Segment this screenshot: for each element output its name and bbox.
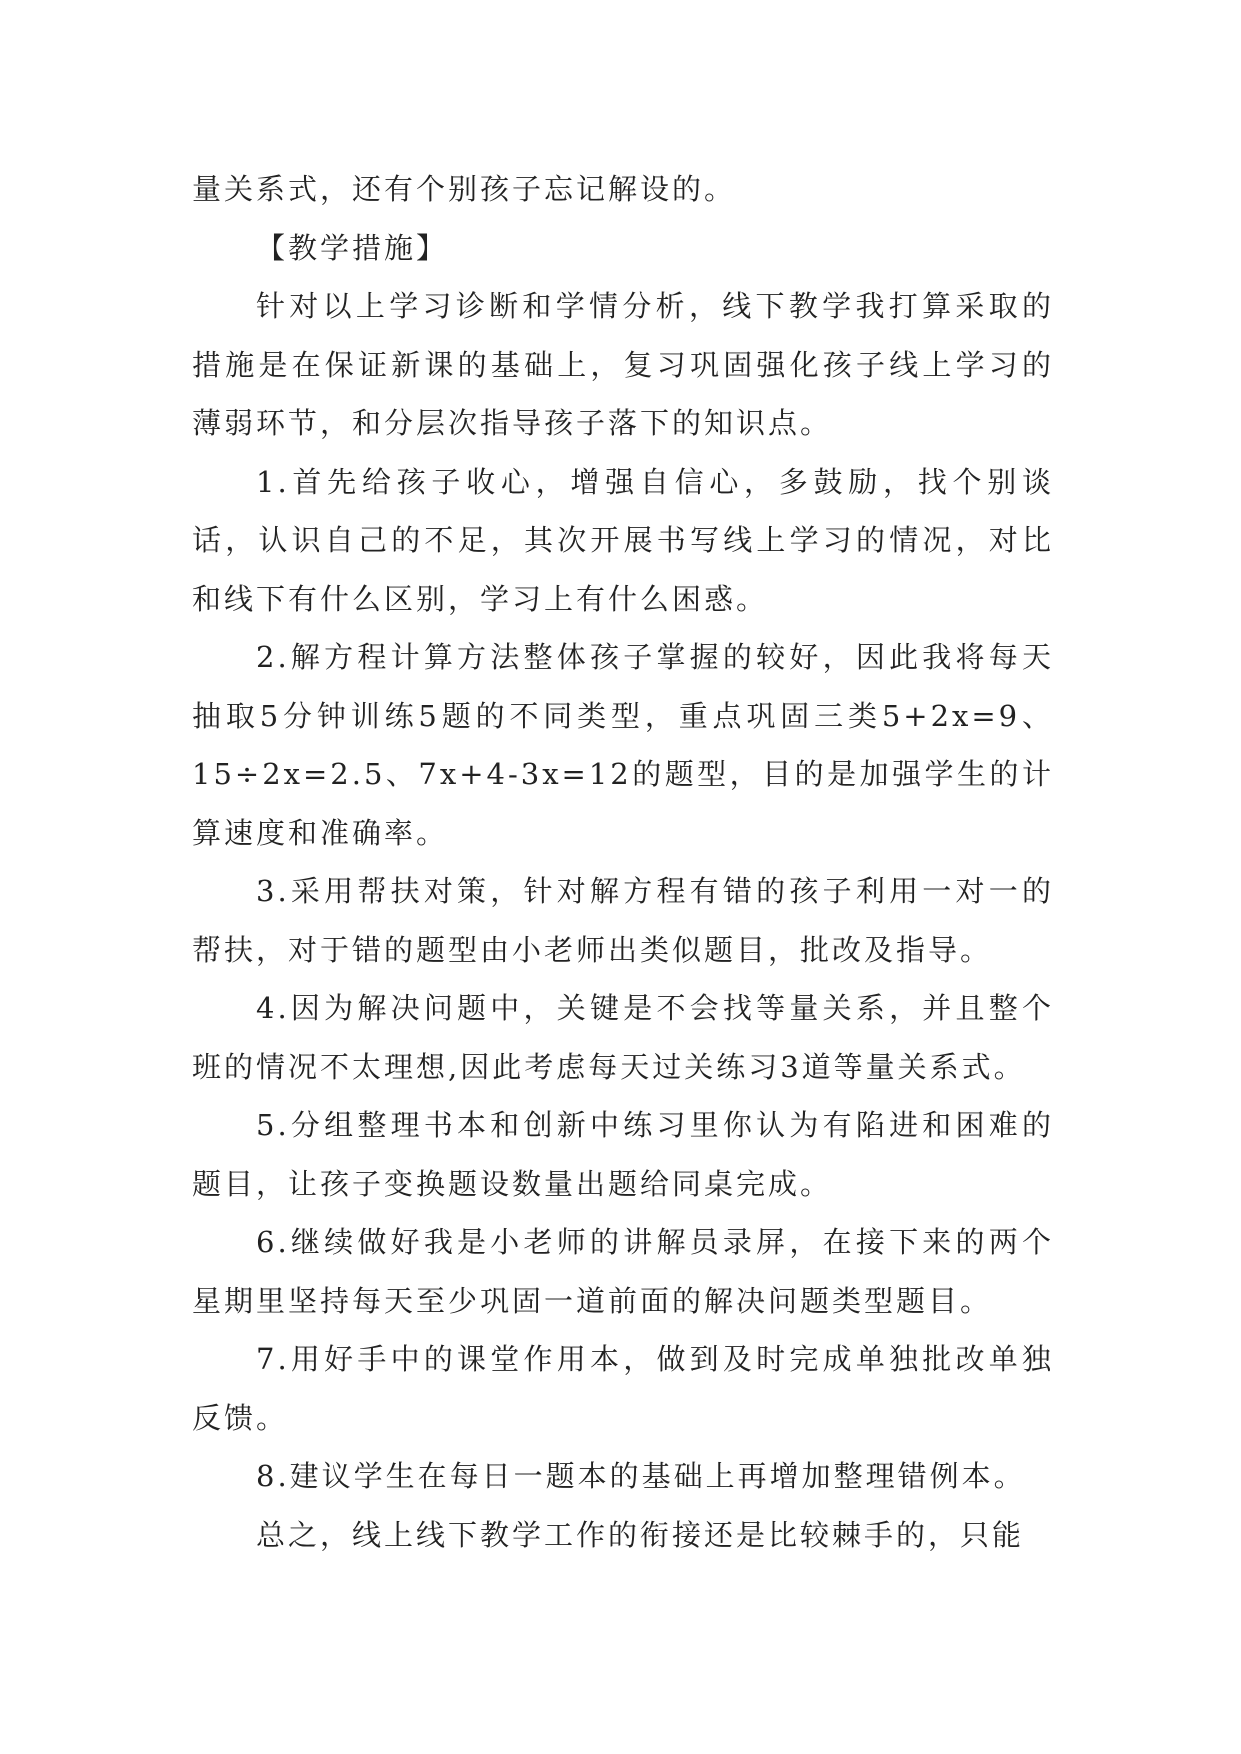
list-item: 5.分组整理书本和创新中练习里你认为有陷进和困难的题目，让孩子变换题设数量出题给同桌完成。 <box>192 1108 1054 1201</box>
document-body <box>192 160 1054 1564</box>
paragraph: 量关系式，还有个别孩子忘记解设的。 <box>192 172 737 206</box>
list-item: 1.首先给孩子收心，增强自信心，多鼓励，找个别谈话，认识自己的不足，其次开展书写线上学习的情况，对比和线下有什么区别，学习上有什么困惑。 <box>192 464 1054 616</box>
section-heading: 【教学措施】 <box>256 230 449 265</box>
list-item: 2.解方程计算方法整体孩子掌握的较好，因此我将每天抽取5分钟训练5题的不同类型，重点巩固三类5+2x=9、15÷2x=2.5、7x+4-3x=12的题型，目的是加强学生的计算速度和准确率。 <box>192 640 1054 850</box>
list-item: 4.因为解决问题中，关键是不会找等量关系，并且整个班的情况不太理想,因此考虑每天过关练习3道等量关系式。 <box>192 991 1054 1084</box>
paragraph: 针对以上学习诊断和学情分析，线下教学我打算采取的措施是在保证新课的基础上，复习巩固强化孩子线上学习的薄弱环节，和分层次指导孩子落下的知识点。 <box>192 289 1054 440</box>
list-item: 6.继续做好我是小老师的讲解员录屏，在接下来的两个星期里坚持每天至少巩固一道前面的解决问题类型题目。 <box>192 1225 1054 1318</box>
list-item: 7.用好手中的课堂作用本，做到及时完成单独批改单独反馈。 <box>192 1342 1054 1435</box>
list-item: 8.建议学生在每日一题本的基础上再增加整理错例本。 <box>256 1459 1026 1493</box>
list-item: 3.采用帮扶对策，针对解方程有错的孩子利用一对一的帮扶，对于错的题型由小老师出类似题目，批改及指导。 <box>192 874 1054 967</box>
paragraph: 总之，线上线下教学工作的衔接还是比较棘手的，只能 <box>256 1517 1025 1552</box>
